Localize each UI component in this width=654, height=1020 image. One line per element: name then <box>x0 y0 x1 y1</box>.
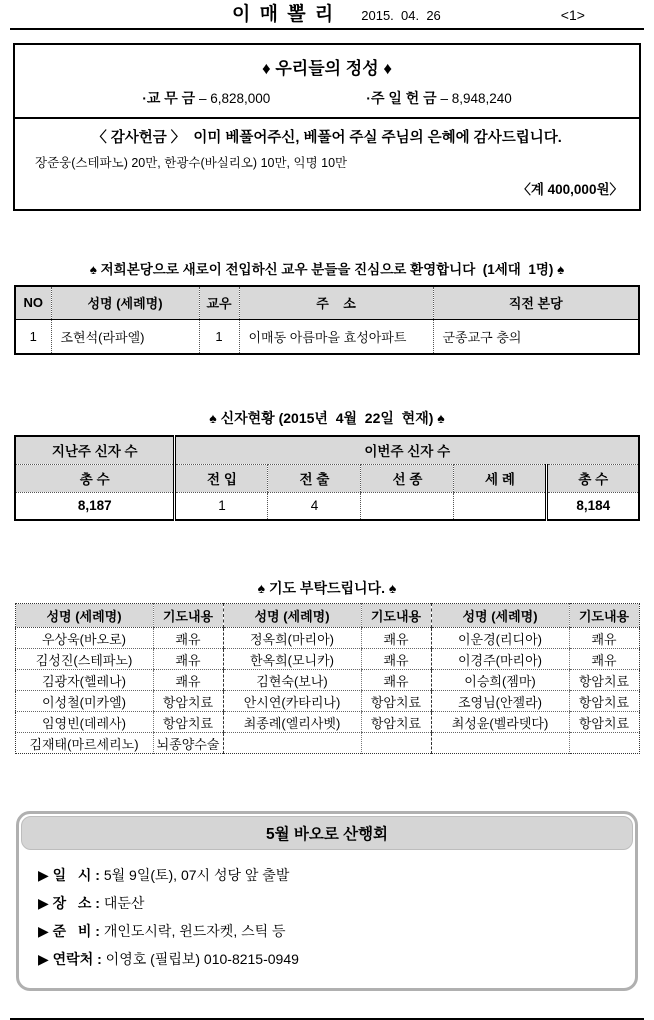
prayer-cell: 조영님(안젤라) <box>431 691 569 712</box>
welcome-cell-no: 1 <box>29 328 37 344</box>
prayer-cell: 이승희(젬마) <box>431 670 569 691</box>
census-col-total-this: 총 수 <box>547 464 639 492</box>
census-val-total-last: 8,187 <box>15 492 175 520</box>
prayer-row <box>15 691 639 712</box>
census-val-in: 1 <box>218 498 226 514</box>
page-title: 이 매 뽈 리 <box>232 4 336 25</box>
prayer-cell: 한옥희(모니카) <box>223 649 361 670</box>
prayer-row <box>15 649 639 670</box>
welcome-row <box>15 319 639 354</box>
gyomugeum-value: – 6,828,000 <box>195 91 271 106</box>
prayer-cell: 김현숙(보나) <box>223 670 361 691</box>
welcome-table <box>14 285 640 355</box>
hiking-box-title: 5월 바오로 산행회 <box>21 816 633 850</box>
prayer-cell: 항암치료 <box>153 691 223 712</box>
census-values-row <box>15 492 639 520</box>
welcome-col-prev-parish: 직전 본당 <box>433 286 639 319</box>
census-val-total-this: 8,184 <box>547 492 639 520</box>
prayer-row <box>15 733 639 754</box>
prayer-cell: 이운경(리디아) <box>431 628 569 649</box>
prayer-cell: 안시연(카타리나) <box>223 691 361 712</box>
thanks-offering-donors: 장준웅(스테파노) 20만, 한광수(바실리오) 10만, 익명 10만 <box>35 156 348 170</box>
hiking-prep-line <box>38 917 633 945</box>
prayer-cell: 최성윤(벨라뎃다) <box>431 712 569 733</box>
prayer-header-row <box>15 604 639 628</box>
prayer-cell: 우상욱(바오로) <box>15 628 153 649</box>
prayer-cell: 항암치료 <box>569 691 639 712</box>
hiking-date-line <box>38 861 633 889</box>
prayer-row <box>15 670 639 691</box>
thanks-offering-heading: 〈 감사헌금 〉 이미 베풀어주신, 베풀어 주실 주님의 은혜에 감사드립니다. <box>92 130 562 146</box>
welcome-header-row <box>15 286 639 319</box>
prayer-col-intent-3: 기도내용 <box>569 604 639 628</box>
prayer-cell: 쾌유 <box>361 628 431 649</box>
prayer-cell: 김광자(헬레나) <box>15 670 153 691</box>
masthead <box>10 0 644 30</box>
prayer-col-name-2: 성명 (세례명) <box>223 604 361 628</box>
hiking-place-line <box>38 889 633 917</box>
prayer-col-name-1: 성명 (세례명) <box>15 604 153 628</box>
census-col-total-last: 총 수 <box>15 464 175 492</box>
prayer-cell: 뇌종양수술 <box>153 733 223 754</box>
hiking-place-label: ▶ 장 소 : <box>38 895 104 911</box>
welcome-col-members: 교우 <box>199 286 239 319</box>
prayer-cell: 김성진(스테파노) <box>15 649 153 670</box>
offering-amounts <box>15 82 639 117</box>
prayer-cell <box>223 733 361 754</box>
welcome-cell-prev-parish: 군종교구 충의 <box>433 319 639 354</box>
census-subheader-row <box>15 464 639 492</box>
census-val-out: 4 <box>268 492 361 520</box>
sunday-offering-amount <box>366 88 512 108</box>
prayer-cell: 정옥희(마리아) <box>223 628 361 649</box>
hiking-announcement-box <box>16 811 638 991</box>
sunday-offering-value: – 8,948,240 <box>436 91 512 106</box>
hiking-contact-line <box>38 945 633 973</box>
prayer-cell: 임영빈(데레사) <box>15 712 153 733</box>
prayer-cell: 쾌유 <box>153 628 223 649</box>
prayer-cell: 항암치료 <box>569 670 639 691</box>
prayer-cell: 쾌유 <box>153 670 223 691</box>
prayer-cell: 쾌유 <box>361 649 431 670</box>
welcome-cell-name: 조현석(라파엘) <box>51 319 199 354</box>
hiking-box-body <box>21 850 633 986</box>
offering-title: ♦ 우리들의 정성 ♦ <box>261 59 393 78</box>
census-col-deceased: 선 종 <box>361 464 454 492</box>
gyomugeum-amount <box>142 88 270 108</box>
prayer-cell: 김재태(마르세리노) <box>29 736 139 752</box>
welcome-col-name: 성명 (세례명) <box>51 286 199 319</box>
welcome-cell-address: 이매동 아름마을 효성아파트 <box>239 319 433 354</box>
thanks-offering-section <box>15 117 639 209</box>
welcome-col-address: 주 소 <box>239 286 433 319</box>
hiking-contact-label: ▶ 연락처 : <box>38 951 106 967</box>
welcome-heading: ♠ 저희본당으로 새로이 전입하신 교우 분들을 진심으로 환영합니다 (1세대 1명) ♠ <box>89 262 565 277</box>
hiking-contact-value: 이영호 (필립보) 010-8215-0949 <box>105 951 299 967</box>
prayer-row <box>15 628 639 649</box>
census-table <box>14 435 640 521</box>
prayer-cell: 이경주(마리아) <box>431 649 569 670</box>
census-this-week-label: 이번주 신자 수 <box>175 436 639 464</box>
prayer-col-name-3: 성명 (세례명) <box>431 604 569 628</box>
prayer-cell: 항암치료 <box>569 712 639 733</box>
prayer-col-intent-2: 기도내용 <box>361 604 431 628</box>
prayer-cell: 항암치료 <box>153 712 223 733</box>
prayer-cell: 항암치료 <box>361 691 431 712</box>
prayer-cell <box>569 733 639 754</box>
prayer-col-intent-1: 기도내용 <box>153 604 223 628</box>
page-number: <1> <box>560 7 585 24</box>
census-val-deceased <box>361 492 454 520</box>
prayer-cell: 항암치료 <box>361 712 431 733</box>
sunday-offering-label: ·주 일 헌 금 <box>366 90 437 106</box>
census-group-row <box>15 436 639 464</box>
prayer-cell <box>431 733 569 754</box>
prayer-table <box>15 603 640 754</box>
prayer-row <box>15 712 639 733</box>
prayer-cell: 최종례(엘리사벳) <box>223 712 361 733</box>
hiking-date-value: 5월 9일(토), 07시 성당 앞 출발 <box>103 867 290 883</box>
census-col-baptized: 세 례 <box>454 464 547 492</box>
hiking-date-label: ▶ 일 시 : <box>38 867 104 883</box>
prayer-heading: ♠ 기도 부탁드립니다. ♠ <box>257 580 397 596</box>
welcome-col-no: NO <box>15 286 51 319</box>
census-col-out: 전 출 <box>268 464 361 492</box>
hiking-place-value: 대둔산 <box>103 895 145 911</box>
thanks-offering-total: 〈계 400,000원〉 <box>517 182 623 197</box>
prayer-cell <box>361 733 431 754</box>
page-date: 2015. 04. 26 <box>361 8 441 24</box>
census-val-baptized <box>454 492 547 520</box>
prayer-cell: 쾌유 <box>569 649 639 670</box>
hiking-prep-value: 개인도시락, 윈드자켓, 스틱 등 <box>103 923 286 939</box>
welcome-cell-members: 1 <box>199 319 239 354</box>
hiking-prep-label: ▶ 준 비 : <box>38 923 104 939</box>
census-last-week-label: 지난주 신자 수 <box>15 436 175 464</box>
prayer-cell: 쾌유 <box>153 649 223 670</box>
prayer-cell: 쾌유 <box>569 628 639 649</box>
offering-box <box>13 43 641 211</box>
census-heading: ♠ 신자현황 (2015년 4월 22일 현재) ♠ <box>209 410 445 426</box>
prayer-cell: 쾌유 <box>361 670 431 691</box>
prayer-cell: 이성철(미카엘) <box>15 691 153 712</box>
gyomugeum-label: ·교 무 금 <box>142 90 196 106</box>
census-col-in: 전 입 <box>175 464 268 492</box>
